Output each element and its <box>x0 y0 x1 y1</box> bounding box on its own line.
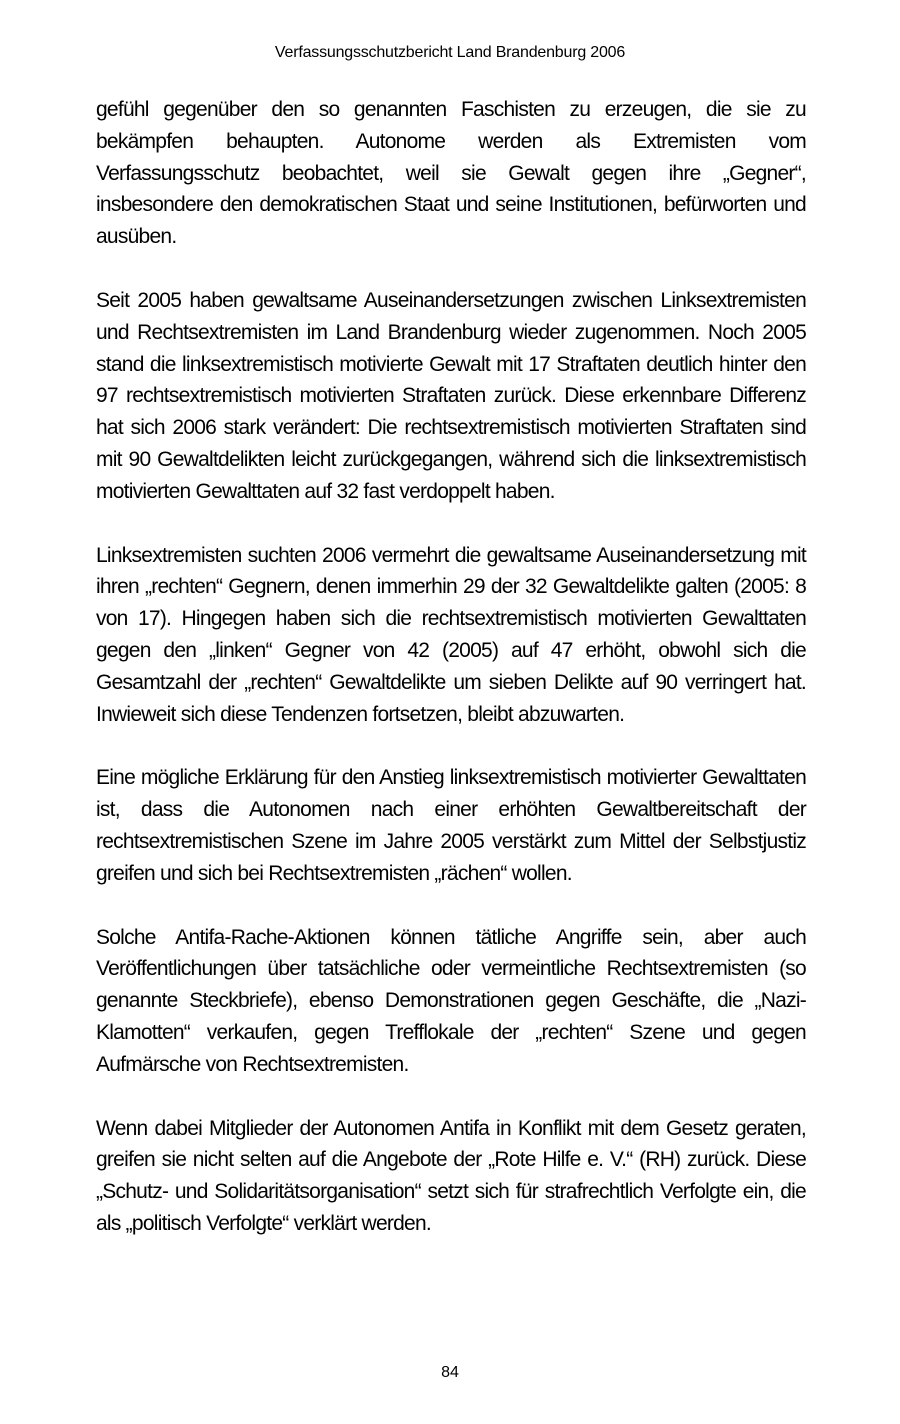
paragraph-5: Solche Antifa-Rache-Aktionen können tätliche Angriffe sein, aber auch Veröffentlichungen über tatsächliche oder vermeintliche Rechtsextremisten (so genannte Steckbriefe), ebenso Demonstrationen gegen Geschäfte, die „Nazi-Klamotten“ verkaufen, gegen Trefflokale der „rechten“ Szene und gegen Aufmärsche von Rechtsextremisten. <box>96 925 806 1076</box>
page-number: 84 <box>441 1364 459 1381</box>
paragraph-4: Eine mögliche Erklärung für den Anstieg linksextremistisch motivierter Gewalttaten ist, dass die Autonomen nach einer erhöhten Gewaltbereitschaft der rechtsextremistischen Szene im Jahre 2005 verstärkt zum Mittel der Selbstjustiz greifen und sich bei Rechtsextremisten „rächen“ wollen. <box>96 766 806 885</box>
running-header: Verfassungsschutzbericht Land Brandenburg 2006 <box>274 44 626 61</box>
paragraph-2: Seit 2005 haben gewaltsame Auseinandersetzungen zwischen Linksextremisten und Rechtsextremisten im Land Brandenburg wieder zugenommen. Noch 2005 stand die linksextremistisch motivierte Gewalt mit 17 Straftaten deutlich hinter den 97 rechtsextremistisch motivierten Straftaten zurück. Diese erkennbare Differenz hat sich 2006 stark verändert: Die rechtsextremistisch motivierten Straftaten sind mit 90 Gewaltdelikten leicht zurückgegangen, während sich die linksextremistisch motivierten Gewalttaten auf 32 fast verdoppelt haben. <box>96 288 806 503</box>
paragraph-6: Wenn dabei Mitglieder der Autonomen Antifa in Konflikt mit dem Gesetz geraten, greifen sie nicht selten auf die Angebote der „Rote Hilfe e. V.“ (RH) zurück. Diese „Schutz- und Solidaritätsorganisation“ setzt sich für strafrechtlich Verfolgte ein, die als „politisch Verfolgte“ verklärt werden. <box>96 1116 806 1235</box>
paragraph-3: Linksextremisten suchten 2006 vermehrt die gewaltsame Auseinandersetzung mit ihren „rechten“ Gegnern, denen immerhin 29 der 32 Gewaltdelikte galten (2005: 8 von 17). Hingegen haben sich die rechtsextremistisch motivierten Gewalttaten gegen den „linken“ Gegner von 42 (2005) auf 47 erhöht, obwohl sich die Gesamtzahl der „rechten“ Gewaltdelikte um sieben Delikte auf 90 verringert hat. Inwieweit sich diese Tendenzen fortsetzen, bleibt abzuwarten. <box>96 543 806 726</box>
paragraph-1: gefühl gegenüber den so genannten Faschisten zu erzeugen, die sie zu bekämpfen behaupten. Autonome werden als Extremisten vom Verfassungsschutz beobachtet, weil sie Gewalt gegen ihre „Gegner“, insbesondere den demokratischen Staat und seine Institutionen, befürworten und ausüben. <box>96 98 806 249</box>
body-text <box>96 94 806 1240</box>
